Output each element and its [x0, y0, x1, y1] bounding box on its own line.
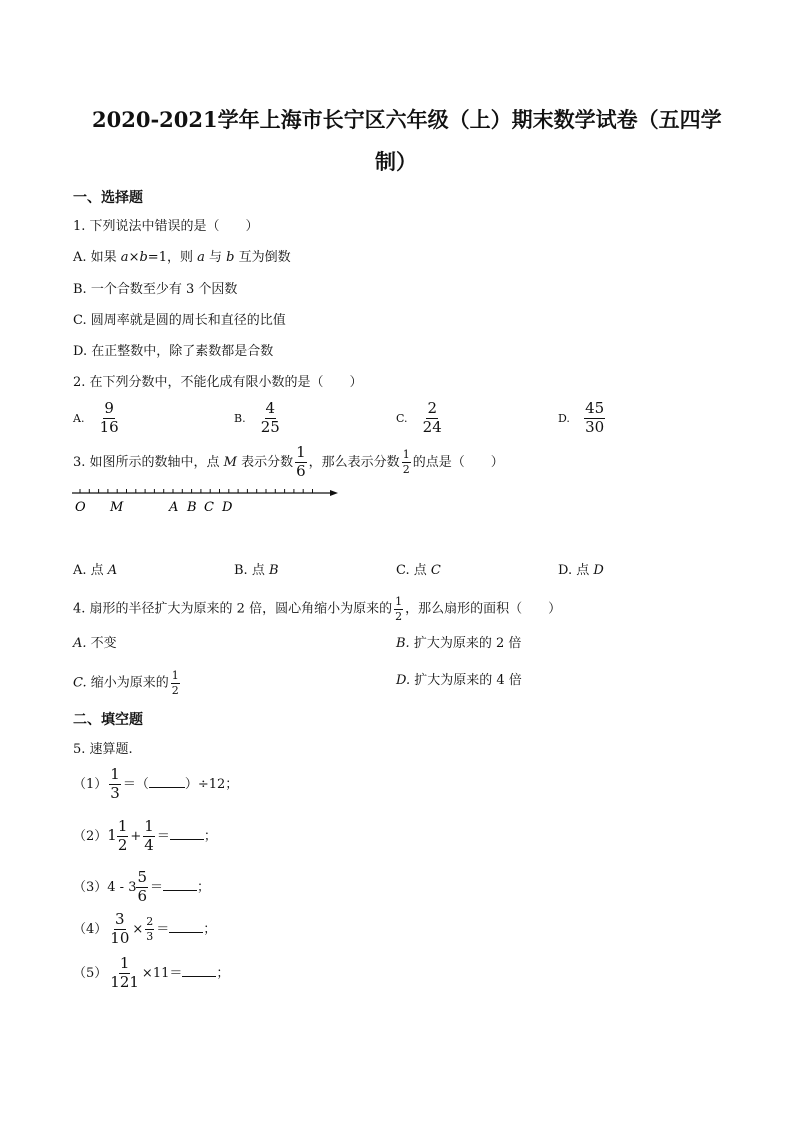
q4-option-b: B. 扩大为原来的 2 倍	[396, 636, 522, 651]
q1-option-a: A. 如果 a×b=1，则 a 与 b 互为倒数	[73, 250, 291, 265]
q5-part4: （4） $\frac{3}{10}$ × $\frac{2}{3}$ ＝ ；	[73, 910, 217, 947]
section-heading-choice: 一、选择题	[73, 190, 143, 206]
answer-blank-5[interactable]	[182, 976, 216, 977]
q4-option-a: A. 不变	[73, 636, 117, 651]
q2-option-d: D. $\frac{45}{30}$	[558, 399, 605, 436]
axis-label-c: C	[204, 500, 214, 515]
q5-part2: （2）1 $\frac{1}{2}$ + $\frac{1}{4}$ ＝ ；	[73, 817, 217, 854]
axis-arrow	[330, 490, 338, 496]
q3-stem: 3. 如图所示的数轴中，点 M 表示分数 $\frac{1}{6}$ ，那么表示分数 $\frac{1}{2}$ 的点是（ ）	[73, 443, 504, 480]
answer-blank-3[interactable]	[163, 890, 197, 891]
q2-option-a: A. $\frac{9}{16}$	[73, 399, 119, 436]
q1-option-b: B. 一个合数至少有 3 个因数	[73, 282, 238, 297]
exam-title-line1: 2020-2021学年上海市长宁区六年级（上）期末数学试卷（五四学	[92, 107, 722, 132]
q4-stem: 4. 扇形的半径扩大为原来的 2 倍，圆心角缩小为原来的 $\frac{1}{2}$ ，那么扇形的面积（ ）	[73, 595, 562, 623]
q3-option-a: A. 点 A	[73, 563, 118, 578]
q3-option-c: C. 点 C	[396, 563, 441, 578]
q3-option-d: D. 点 D	[558, 563, 604, 578]
section-heading-fill: 二、填空题	[73, 712, 143, 728]
q2-stem: 2. 在下列分数中，不能化成有限小数的是（ ）	[73, 375, 363, 390]
q3-option-b: B. 点 B	[234, 563, 279, 578]
q2-option-b: B. $\frac{4}{25}$	[234, 399, 280, 436]
q1-stem: 1. 下列说法中错误的是（ ）	[73, 219, 259, 234]
q5-part3: （3）4 - 3 $\frac{5}{6}$ ＝ ；	[73, 868, 211, 905]
q4-option-c: C. 缩小为原来的 $\frac{1}{2}$	[73, 669, 179, 697]
answer-blank-4[interactable]	[169, 932, 203, 933]
q1-option-d: D. 在正整数中，除了素数都是合数	[73, 344, 274, 359]
axis-label-o: O	[75, 500, 86, 515]
axis-label-d: D	[222, 500, 233, 515]
q5-part1: （1） $\frac{1}{3}$ ＝（ ）÷12；	[73, 765, 239, 802]
axis-label-m: M	[110, 500, 124, 515]
axis-label-a: A	[169, 500, 179, 515]
exam-title-line2: 制）	[375, 149, 417, 174]
answer-blank-1[interactable]	[149, 787, 185, 788]
q4-option-d: D. 扩大为原来的 4 倍	[396, 673, 522, 688]
answer-blank-2[interactable]	[170, 839, 204, 840]
axis-label-b: B	[187, 500, 197, 515]
number-line	[70, 484, 350, 520]
q5-stem: 5. 速算题.	[73, 742, 133, 757]
q1-option-c: C. 圆周率就是圆的周长和直径的比值	[73, 313, 286, 328]
q5-part5: （5） $\frac{1}{121}$ ×11＝ ；	[73, 954, 230, 991]
q2-option-c: C. $\frac{2}{24}$	[396, 399, 442, 436]
